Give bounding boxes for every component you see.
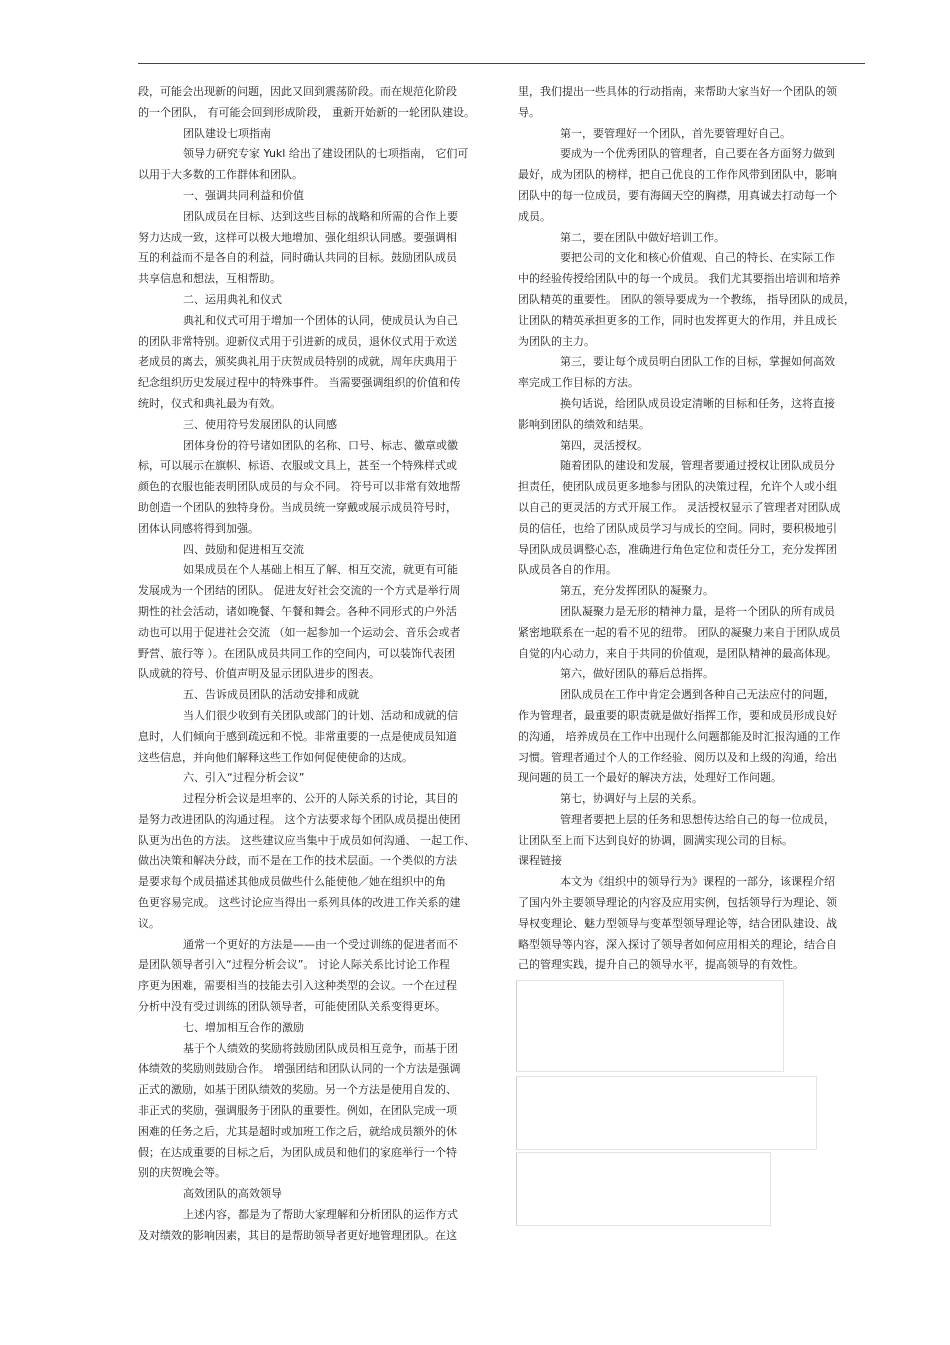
text-line: 四、鼓励和促进相互交流 bbox=[183, 542, 304, 556]
text-line: 团队中的每一位成员，要有海阔天空的胸襟，用真诚去打动每一个 bbox=[518, 188, 837, 202]
text-line: 做出决策和解决分歧，而不是在工作的技术层面。一个类似的方法 bbox=[138, 854, 457, 868]
text-line: 颜色的衣服也能表明团队成员的与众不同。 符号可以非常有效地帮 bbox=[138, 480, 461, 494]
text-line: 序更为困难，需要相当的技能去引入这种类型的会议。一个在过程 bbox=[138, 979, 457, 993]
text-line: 发展成为一个团结的团队。 促进友好社会交流的一个方式是举行周 bbox=[138, 584, 461, 598]
text-line: 现问题的员工一个最好的解决方法，处理好工作问题。 bbox=[518, 771, 782, 785]
text-line: 当人们很少收到有关团队或部门的计划、活动和成就的信 bbox=[183, 708, 458, 722]
text-line: 五、告诉成员团队的活动安排和成就 bbox=[183, 688, 359, 702]
text-line: 了国内外主要领导理论的内容及应用实例，包括领导行为理论、领 bbox=[518, 896, 837, 910]
text-line: 里，我们提出一些具体的行动指南，来帮助大家当好一个团队的领 bbox=[518, 85, 837, 98]
text-line: 略型领导等内容，深入探讨了领导者如何应用相关的理论，结合自 bbox=[518, 937, 837, 951]
text-line: 是努力改进团队的沟通过程。 这个方法要求每个团队成员提出使团 bbox=[138, 812, 461, 826]
text-line: 议。 bbox=[138, 916, 160, 930]
text-line: 团队成员在目标、达到这些目标的战略和所需的合作上要 bbox=[183, 209, 458, 223]
text-line: 自觉的内心动力，来自于共同的价值观，是团队精神的最高体现。 bbox=[518, 646, 837, 660]
text-line: 的沟通， 培养成员在工作中出现什么问题都能及时汇报沟通的工作 bbox=[518, 729, 841, 743]
text-line: 随着团队的建设和发展，管理者要通过授权让团队成员分 bbox=[560, 459, 835, 473]
text-line: 别的庆贺晚会等。 bbox=[138, 1166, 226, 1180]
text-line: 让团队至上而下达到良好的协调，圆满实现公司的目标。 bbox=[518, 833, 793, 847]
text-line: 一、强调共同利益和价值 bbox=[183, 188, 304, 202]
text-line: 七、增加相互合作的激励 bbox=[183, 1020, 304, 1034]
text-line: 最好，成为团队的榜样，把自己优良的工作作风带到团队中，影响 bbox=[518, 168, 837, 182]
text-line: 过程分析会议是坦率的、公开的人际关系的讨论，其目的 bbox=[183, 792, 458, 806]
text-line: 换句话说，给团队成员设定清晰的目标和任务，这将直接 bbox=[560, 396, 835, 410]
text-line: 要把公司的文化和核心价值观、自己的特长、在实际工作 bbox=[560, 251, 835, 265]
text-line: 典礼和仪式可用于增加一个团体的认同，使成员认为自己 bbox=[183, 313, 458, 327]
blank-image-frame-2 bbox=[516, 1076, 817, 1150]
text-line: 这些信息，并向他们解释这些工作如何促使使命的达成。 bbox=[138, 750, 413, 764]
text-line: 以自己的更灵活的方式开展工作。 灵活授权显示了管理者对团队成 bbox=[518, 500, 841, 514]
text-line: 如果成员在个人基础上相互了解、相互交流，就更有可能 bbox=[183, 563, 458, 577]
text-line: 队成员各自的作用。 bbox=[518, 563, 617, 577]
text-line: 中的经验传授给团队中的每一个成员。 我们尤其要指出培训和培养 bbox=[518, 272, 841, 286]
text-line: 作为管理者，最重要的职责就是做好指挥工作，要和成员形成良好 bbox=[518, 708, 837, 722]
text-line: 色更容易完成。 这些讨论应当得出一系列具体的改进工作关系的建 bbox=[138, 896, 461, 910]
text-line: 以用于大多数的工作群体和团队。 bbox=[138, 168, 303, 182]
text-line: 担责任，使团队成员更多地参与团队的决策过程，允许个人或小组 bbox=[518, 480, 837, 494]
text-line: 导团队成员调整心态，准确进行角色定位和责任分工，充分发挥团 bbox=[518, 542, 837, 556]
text-line: 段，可能会出现新的问题，因此又回到震荡阶段。而在规范化阶段 bbox=[138, 85, 457, 98]
text-line: 要成为一个优秀团队的管理者，自己要在各方面努力做到 bbox=[560, 147, 835, 161]
left-text-column bbox=[138, 82, 488, 1247]
text-line: 第五，充分发挥团队的凝聚力。 bbox=[560, 584, 714, 598]
text-line: 课程链接 bbox=[518, 854, 562, 868]
text-line: 共享信息和想法，互相帮助。 bbox=[138, 272, 281, 286]
text-line: 统时，仪式和典礼最为有效。 bbox=[138, 396, 281, 410]
blank-image-frame-1 bbox=[516, 980, 784, 1072]
text-line: 及对绩效的影响因素，其目的是帮助领导者更好地管理团队。在这 bbox=[138, 1228, 457, 1242]
text-line: 团体身份的符号诸如团队的名称、口号、标志、徽章或徽 bbox=[183, 438, 458, 452]
text-line: 第三，要让每个成员明白团队工作的目标，掌握如何高效 bbox=[560, 355, 835, 369]
text-line: 团队建设七项指南 bbox=[183, 126, 271, 140]
text-line: 息时，人们倾向于感到疏远和不悦。非常重要的一点是使成员知道 bbox=[138, 729, 457, 743]
text-line: 老成员的离去，颁奖典礼用于庆贺成员特别的成就，周年庆典用于 bbox=[138, 355, 457, 369]
text-line: 团体认同感将得到加强。 bbox=[138, 521, 259, 535]
text-line: 习惯。管理者通过个人的工作经验、阅历以及和上级的沟通，给出 bbox=[518, 750, 837, 764]
text-line: 员的信任，也给了团队成员学习与成长的空间。同时，要积极地引 bbox=[518, 521, 837, 535]
text-line: 努力达成一致，这样可以极大地增加、强化组织认同感。要强调相 bbox=[138, 230, 457, 244]
text-line: 互的利益而不是各自的利益，同时确认共同的目标。鼓励团队成员 bbox=[138, 251, 457, 265]
text-line: 正式的激励，如基于团队绩效的奖励。另一个方法是使用自发的、 bbox=[138, 1083, 457, 1097]
right-text-column bbox=[518, 82, 858, 976]
text-line: 管理者要把上层的任务和思想传达给自己的每一位成员， bbox=[560, 812, 835, 826]
text-line: 己的管理实践，提升自己的领导水平，提高领导的有效性。 bbox=[518, 958, 804, 972]
text-line: 成员。 bbox=[518, 209, 551, 223]
text-line: 分析中没有受过训练的团队领导者，可能使团队关系变得更坏。 bbox=[138, 1000, 446, 1014]
text-line: 的一个团队， 有可能会回到形成阶段， 重新开始新的一轮团队建设。 bbox=[138, 105, 475, 119]
text-line: 是要求每个成员描述其他成员做些什么能使他／她在组织中的角 bbox=[138, 875, 446, 889]
text-line: 团队成员在工作中肯定会遇到各种自己无法应付的问题， bbox=[560, 688, 835, 702]
text-line: 领导力研究专家 Yukl 给出了建设团队的七项指南， 它们可 bbox=[183, 147, 469, 161]
text-line: 非正式的奖励，强调服务于团队的重要性。例如，在团队完成一项 bbox=[138, 1104, 457, 1118]
text-line: 困难的任务之后，尤其是超时或加班工作之后，就给成员额外的休 bbox=[138, 1124, 457, 1138]
text-line: 第四，灵活授权。 bbox=[560, 438, 648, 452]
text-line: 期性的社会活动，诸如晚餐、午餐和舞会。各种不同形式的户外活 bbox=[138, 604, 457, 618]
text-line: 是团队领导者引入“过程分析会议”。 讨论人际关系比讨论工作程 bbox=[138, 958, 450, 972]
text-line: 野营、旅行等 ）。在团队成员共同工作的空间内，可以装饰代表团 bbox=[138, 646, 455, 660]
text-line: 标，可以展示在旗帜、标语、衣服或文具上，甚至一个特殊样式或 bbox=[138, 459, 457, 473]
text-line: 高效团队的高效领导 bbox=[183, 1187, 282, 1201]
text-line: 假；在达成重要的目标之后，为团队成员和他们的家庭举行一个特 bbox=[138, 1145, 457, 1159]
text-line: 第二，要在团队中做好培训工作。 bbox=[560, 230, 725, 244]
text-line: 队成就的符号、价值声明及显示团队进步的图表。 bbox=[138, 667, 380, 681]
text-line: 为团队的主力。 bbox=[518, 334, 595, 348]
text-line: 团队凝聚力是无形的精神力量，是将一个团队的所有成员 bbox=[560, 604, 835, 618]
text-line: 体绩效的奖励则鼓励合作。 增强团结和团队认同的一个方法是强调 bbox=[138, 1062, 461, 1076]
text-line: 率完成工作目标的方法。 bbox=[518, 376, 639, 390]
text-line: 六、引入“过程分析会议” bbox=[183, 771, 305, 785]
text-line: 影响到团队的绩效和结果。 bbox=[518, 417, 650, 431]
text-line: 让团队的精英承担更多的工作，同时也发挥更大的作用，并且成长 bbox=[518, 313, 837, 327]
text-line: 基于个人绩效的奖励将鼓励团队成员相互竞争，而基于团 bbox=[183, 1041, 458, 1055]
text-line: 团队精英的重要性。 团队的领导要成为一个教练， 指导团队的成员， bbox=[518, 292, 855, 306]
text-line: 第六，做好团队的幕后总指挥。 bbox=[560, 667, 714, 681]
text-line: 助创造一个团队的独特身份。当成员统一穿戴或展示成员符号时， bbox=[138, 500, 457, 514]
text-line: 纪念组织历史发展过程中的特殊事件。 当需要强调组织的价值和传 bbox=[138, 376, 461, 390]
text-line: 动也可以用于促进社会交流 （如一起参加一个运动会、音乐会或者 bbox=[138, 625, 461, 639]
text-line: 本文为《组织中的领导行为》课程的一部分，该课程介绍 bbox=[560, 875, 835, 889]
text-line: 二、运用典礼和仪式 bbox=[183, 292, 282, 306]
text-line: 队更为出色的方法。 这些建议应当集中于成员如何沟通、 一起工作、 bbox=[138, 833, 475, 847]
text-line: 三、使用符号发展团队的认同感 bbox=[183, 417, 337, 431]
text-line: 导。 bbox=[518, 105, 540, 119]
text-line: 导权变理论、魅力型领导与变革型领导理论等，结合团队建设、战 bbox=[518, 916, 837, 930]
blank-image-frame-3 bbox=[516, 1152, 771, 1226]
header-rule bbox=[138, 63, 865, 64]
text-line: 第七，协调好与上层的关系。 bbox=[560, 792, 703, 806]
text-line: 的团队非常特别。迎新仪式用于引进新的成员，退休仪式用于欢送 bbox=[138, 334, 457, 348]
text-line: 第一，要管理好一个团队，首先要管理好自己。 bbox=[560, 126, 791, 140]
text-line: 通常一个更好的方法是——由一个受过训练的促进者而不 bbox=[183, 937, 458, 951]
text-line: 上述内容，都是为了帮助大家理解和分析团队的运作方式 bbox=[183, 1208, 458, 1222]
text-line: 紧密地联系在一起的看不见的纽带。 团队的凝聚力来自于团队成员 bbox=[518, 625, 841, 639]
